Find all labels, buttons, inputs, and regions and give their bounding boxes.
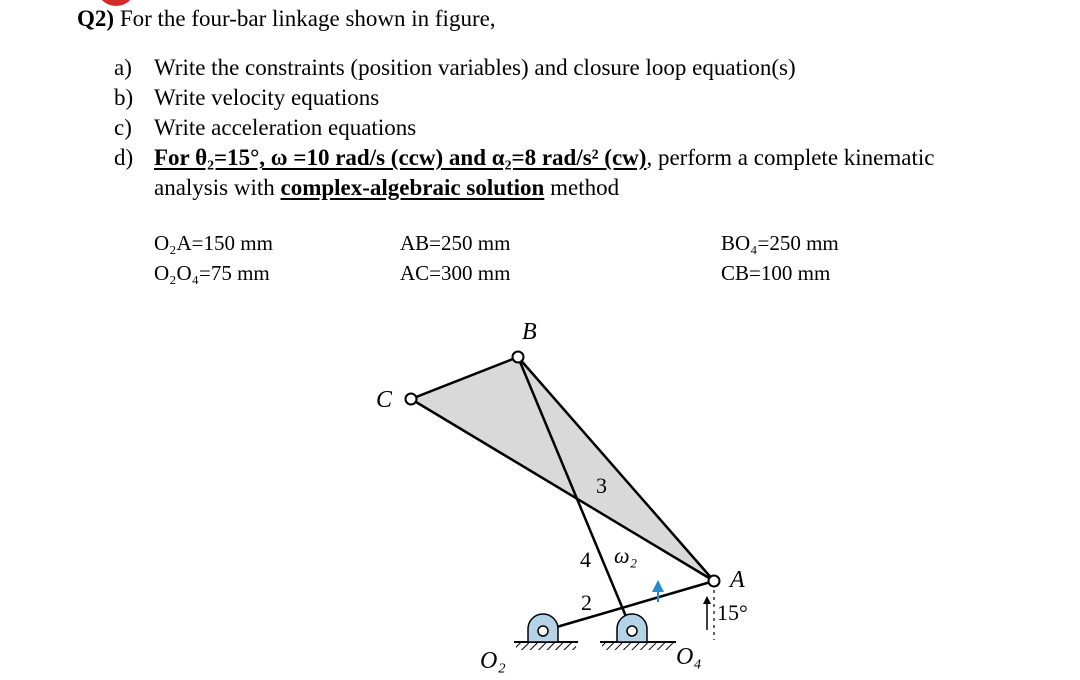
label-o4: O₄ <box>676 644 702 670</box>
task-b-letter: b) <box>114 85 134 110</box>
task-c-letter: c) <box>114 115 132 140</box>
task-d-letter: d) <box>114 145 134 170</box>
task-d-line2-start: analysis with <box>154 175 281 200</box>
dim-bo4: BO₄=250 mm <box>721 231 839 255</box>
question-number: Q2) <box>77 6 115 31</box>
joint-c <box>406 394 417 405</box>
label-4: 4 <box>580 547 591 572</box>
task-d-method: complex-algebraic solution <box>280 175 545 200</box>
label-c: C <box>376 387 393 413</box>
label-o2: O₂ <box>480 648 506 674</box>
coupler-link-triangle <box>411 357 714 581</box>
question-intro: For the four-bar linkage shown in figure, <box>114 6 496 31</box>
label-omega2: ω₂ <box>614 543 638 568</box>
dim-ac: AC=300 mm <box>400 261 511 285</box>
label-angle: 15° <box>717 600 748 625</box>
ground-pivot-o4 <box>600 614 676 650</box>
ground-pivot-o2 <box>514 614 578 650</box>
task-a-text: Write the constraints (position variables) and closure loop equation(s) <box>154 55 796 80</box>
dim-ab: AB=250 mm <box>400 231 511 255</box>
label-3: 3 <box>596 473 607 498</box>
dim-cb: CB=100 mm <box>721 261 831 285</box>
label-a: A <box>730 567 745 593</box>
joint-b <box>513 352 524 363</box>
task-d-line2-end: method <box>544 175 620 200</box>
task-b-text: Write velocity equations <box>154 85 380 110</box>
task-d-given-values: For θ₂=15°, ω =10 rad/s (ccw) and α₂=8 rad/s² (cw) <box>154 145 647 170</box>
joint-a <box>709 576 720 587</box>
dim-o2a: O₂A=150 mm <box>154 231 273 255</box>
label-b: B <box>522 319 537 345</box>
task-a-letter: a) <box>114 55 132 80</box>
label-2: 2 <box>581 590 592 615</box>
dim-o2o4: O₂O₄=75 mm <box>154 261 270 285</box>
task-d-rest: , perform a complete kinematic <box>646 145 935 170</box>
task-c-text: Write acceleration equations <box>154 115 417 140</box>
